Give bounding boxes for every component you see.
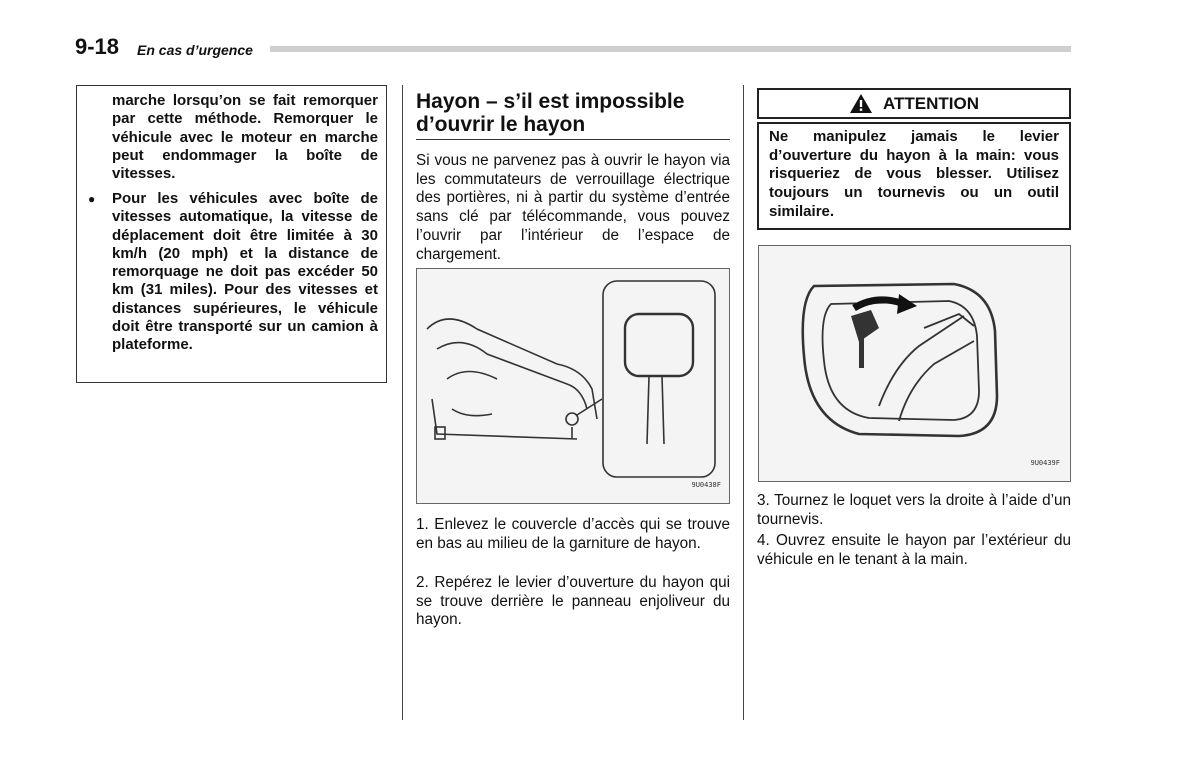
tailgate-interior-illustration [417,269,729,503]
automatic-transmission-bullet: Pour les véhicules avec boîte de vitesses automatique, la vitesse de déplacement doit être limitée à 30 km/h (20 mph) et la distance de remorquage ne doit pas excéder 50 km (31 miles). Pour des vitesses et distances supérieures, le véhicule doit être transporté sur un camion à plateforme. [112,190,378,354]
step-3: 3. Tournez le loquet vers la droite à l’aide d’un tournevis. [757,492,1071,528]
warning-icon [849,93,873,114]
page-header [75,32,1071,62]
step-2: 2. Repérez le levier d’ouverture du hayon qui se trouve derrière le panneau enjoliveur du hayon. [416,574,730,629]
continued-paragraph: marche lorsqu’on se fait remorquer par cette méthode. Remorquer le véhicule avec le moteur en marche peut endommager la boîte de vitesses. [112,92,378,183]
step-4: 4. Ouvrez ensuite le hayon par l’extérieur du véhicule en le tenant à la main. [757,532,1071,568]
heading-line-2: d’ouvrir le hayon [416,113,586,136]
attention-text: Ne manipulez jamais le levier d’ouverture du hayon à la main: vous risqueriez de vous blesser. Utilisez toujours un tournevis ou un outil similaire. [769,128,1059,220]
column-divider-left [402,85,403,720]
attention-box [757,122,1071,230]
figure-code: 9U0439F [1030,459,1060,467]
section-heading [416,90,730,140]
figure-code: 9U0438F [691,481,721,489]
section-title: En cas d’urgence [137,42,253,58]
header-rule [270,46,1071,52]
latch-illustration [759,246,1070,481]
heading-line-1: Hayon – s’il est impossible [416,90,685,113]
towing-note-box [76,85,387,383]
bullet-icon: ● [88,192,96,206]
step-1: 1. Enlevez le couvercle d’accès qui se trouve en bas au milieu de la garniture de hayon. [416,516,730,552]
intro-paragraph: Si vous ne parvenez pas à ouvrir le hayon via les commutateurs de verrouillage électrique des portières, ni à partir du système d’entrée sans clé par télécommande, vous pouvez l’ouvrir par l’intérieur de l’espace de chargement. [416,152,730,263]
page-number: 9-18 [75,34,120,59]
tailgate-access-figure [416,268,730,504]
latch-figure [758,245,1071,482]
column-divider-right [743,85,744,720]
attention-title: ATTENTION [882,93,979,113]
attention-header [757,88,1071,119]
